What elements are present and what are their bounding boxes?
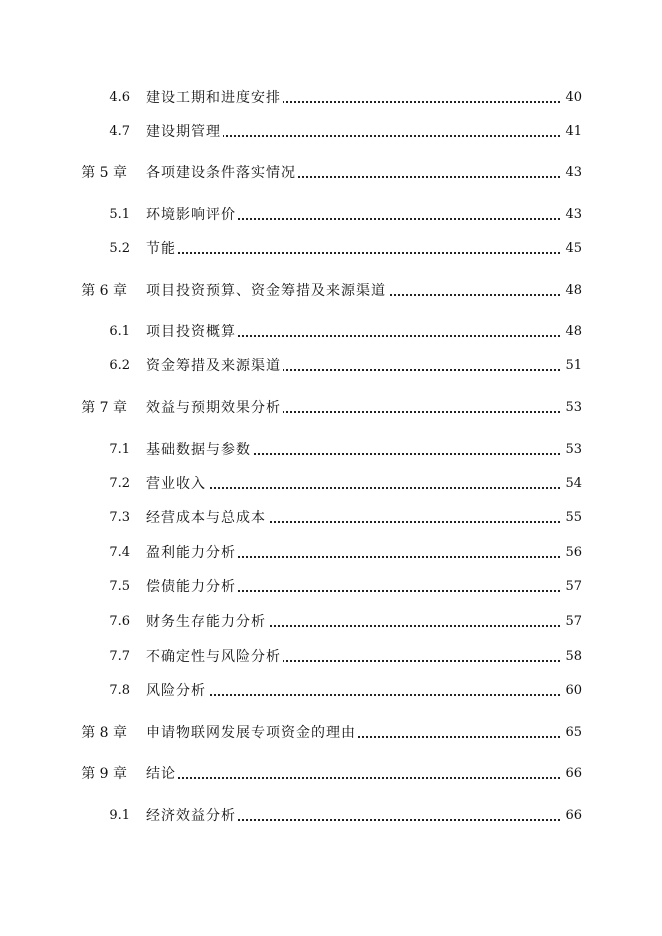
toc-entry-title: 基础数据与参数: [146, 438, 253, 462]
toc-entry-page: 53: [564, 438, 582, 462]
dot-leader: [146, 777, 560, 779]
dot-leader: [146, 252, 560, 254]
toc-entry-number: 9.1: [109, 808, 130, 823]
toc-entry-page: 57: [564, 575, 582, 599]
toc-entry-page: 54: [564, 472, 582, 496]
toc-entry[interactable]: [0, 804, 662, 828]
toc-entry[interactable]: [0, 438, 662, 462]
toc-entry-page: 56: [564, 541, 582, 565]
toc-entry-title: 结论: [146, 762, 178, 786]
toc-entry-title: 经济效益分析: [146, 804, 238, 828]
toc-entry-number: 第 6 章: [81, 283, 127, 299]
toc-entry-title: 资金筹措及来源渠道: [146, 354, 283, 378]
toc-entry-page: 48: [564, 279, 582, 303]
toc-entry-page: 43: [564, 203, 582, 227]
toc-entry-page: 45: [564, 237, 582, 261]
toc-entry-number: 5.2: [109, 241, 130, 256]
toc-entry[interactable]: [0, 679, 662, 703]
toc-entry-number: 7.4: [109, 545, 130, 560]
toc-entry-title: 环境影响评价: [146, 203, 238, 227]
toc-entry-title: 财务生存能力分析: [146, 610, 268, 634]
toc-entry-title: 项目投资预算、资金筹措及来源渠道: [146, 279, 388, 303]
toc-entry-number: 7.1: [109, 442, 130, 457]
toc-entry[interactable]: [0, 161, 662, 185]
toc-entry-number: 7.2: [109, 476, 130, 491]
toc-entry-title: 各项建设条件落实情况: [146, 161, 298, 185]
toc-entry-number: 5.1: [109, 207, 130, 222]
toc-entry-page: 51: [564, 354, 582, 378]
toc-entry[interactable]: [0, 396, 662, 420]
toc-entry[interactable]: [0, 203, 662, 227]
toc-entry-title: 节能: [146, 237, 178, 261]
toc-entry-page: 65: [564, 721, 582, 745]
toc-entry-page: 60: [564, 679, 582, 703]
toc-entry[interactable]: [0, 472, 662, 496]
toc-entry-title: 经营成本与总成本: [146, 506, 268, 530]
toc-entry-number: 7.3: [109, 510, 130, 525]
toc-entry[interactable]: [0, 120, 662, 144]
toc-entry-page: 43: [564, 161, 582, 185]
toc-entry[interactable]: [0, 320, 662, 344]
toc-entry-page: 66: [564, 804, 582, 828]
toc-entry-page: 48: [564, 320, 582, 344]
toc-entry[interactable]: [0, 575, 662, 599]
toc-entry-title: 项目投资概算: [146, 320, 238, 344]
toc-entry-number: 6.2: [109, 358, 130, 373]
toc-entry[interactable]: [0, 762, 662, 786]
toc-entry-number: 7.5: [109, 579, 130, 594]
toc-entry-page: 40: [564, 86, 582, 110]
toc-entry-page: 55: [564, 506, 582, 530]
toc-entry-title: 风险分析: [146, 679, 208, 703]
toc-entry-number: 4.7: [109, 124, 130, 139]
toc-entry-title: 建设工期和进度安排: [146, 86, 283, 110]
dot-leader: [146, 694, 560, 696]
toc-entry-page: 53: [564, 396, 582, 420]
toc-entry[interactable]: [0, 237, 662, 261]
toc-entry-number: 7.7: [109, 649, 130, 664]
toc-entry-title: 营业收入: [146, 472, 208, 496]
toc-entry[interactable]: [0, 645, 662, 669]
toc-entry-number: 4.6: [109, 90, 130, 105]
dot-leader: [146, 487, 560, 489]
toc-entry[interactable]: [0, 86, 662, 110]
toc-entry-title: 建设期管理: [146, 120, 223, 144]
toc-entry-number: 7.8: [109, 683, 130, 698]
toc-entry[interactable]: [0, 610, 662, 634]
toc-entry-number: 第 5 章: [81, 165, 127, 181]
toc-entry-title: 申请物联网发展专项资金的理由: [146, 721, 358, 745]
toc-entry[interactable]: [0, 506, 662, 530]
toc-entry-number: 第 8 章: [81, 725, 127, 741]
toc-entry-page: 57: [564, 610, 582, 634]
toc-entry[interactable]: [0, 721, 662, 745]
toc-entry-title: 不确定性与风险分析: [146, 645, 283, 669]
toc-entry-title: 效益与预期效果分析: [146, 396, 283, 420]
toc-entry-page: 41: [564, 120, 582, 144]
toc-entry[interactable]: [0, 541, 662, 565]
toc-entry-title: 偿债能力分析: [146, 575, 238, 599]
toc-entry-title: 盈利能力分析: [146, 541, 238, 565]
toc-entry-number: 第 9 章: [81, 766, 127, 782]
toc-entry-number: 7.6: [109, 614, 130, 629]
toc-entry[interactable]: [0, 354, 662, 378]
toc-entry-number: 第 7 章: [81, 400, 127, 416]
toc-entry-page: 66: [564, 762, 582, 786]
toc-entry-page: 58: [564, 645, 582, 669]
toc-entry-number: 6.1: [109, 324, 130, 339]
toc-entry[interactable]: [0, 279, 662, 303]
